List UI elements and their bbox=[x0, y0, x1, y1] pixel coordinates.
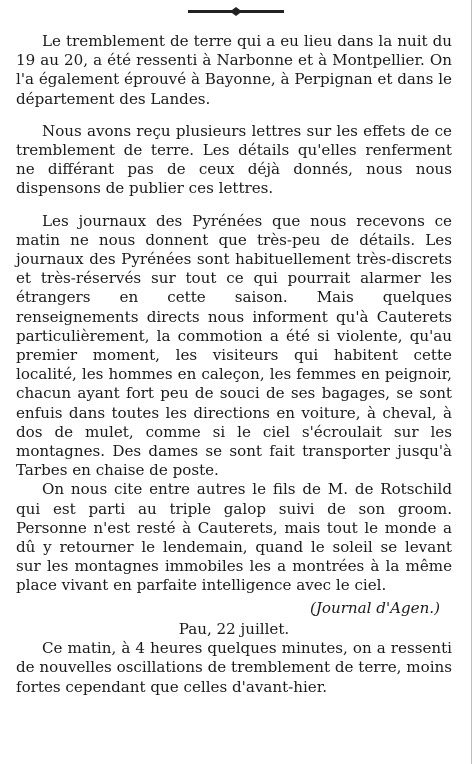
paragraph-rotschild: On nous cite entre autres le fils de M. de Rotschild qui est parti au triple galop suivi de son groom. Personne n'est resté à Cauterets, mais tout le monde a dû y retourner le lendemain, quand le soleil se levant sur les montagnes immobiles les a montrées à la même place vivant en parfaite intelligence avec le ciel. bbox=[16, 480, 452, 595]
paragraph-earthquake-report: Le tremblement de terre qui a eu lieu dans la nuit du 19 au 20, a été ressenti à Narbonne et à Montpellier. On l'a également éprouvé à Bayonne, à Perpignan et dans le département des Landes. bbox=[16, 32, 452, 108]
paragraph-pyrenees-journals: Les journaux des Pyrénées que nous recevons ce matin ne nous donnent que très-peu de détails. Les journaux des Pyrénées sont habituellement très-discrets et très-réservés sur tout ce qui pourrait alarmer les étrangers en cette saison. Mais quelques renseignements directs nous informent qu'à Cauterets particulièrement, la commotion a été si violente, qu'au premier moment, les visiteurs qui habitent cette localité, les hommes en caleçon, les femmes en peignoir, chacun ayant fort peu de souci de ses bagages, se sont enfuis dans toutes les directions en voiture, à cheval, à dos de mulet, comme si le ciel s'écroulait sur les montagnes. Des dames se sont fait transporter jusqu'à Tarbes en chaise de poste. bbox=[16, 211, 452, 480]
article-column bbox=[16, 32, 452, 697]
paragraph-new-oscillations: Ce matin, à 4 heures quelques minutes, on a ressenti de nouvelles oscillations de tremblement de terre, moins fortes cependant que celles d'avant-hier. bbox=[16, 639, 452, 696]
paragraph-letters: Nous avons reçu plusieurs lettres sur les effets de ce tremblement de terre. Les détails qu'elles renferment ne différant pas de ceux déjà donnés, nous nous dispensons de publier ces lettres. bbox=[16, 121, 452, 198]
source-attribution: (Journal d'Agen.) bbox=[309, 598, 440, 617]
dateline: Pau, 22 juillet. bbox=[178, 619, 290, 638]
ornamental-rule bbox=[188, 10, 284, 13]
